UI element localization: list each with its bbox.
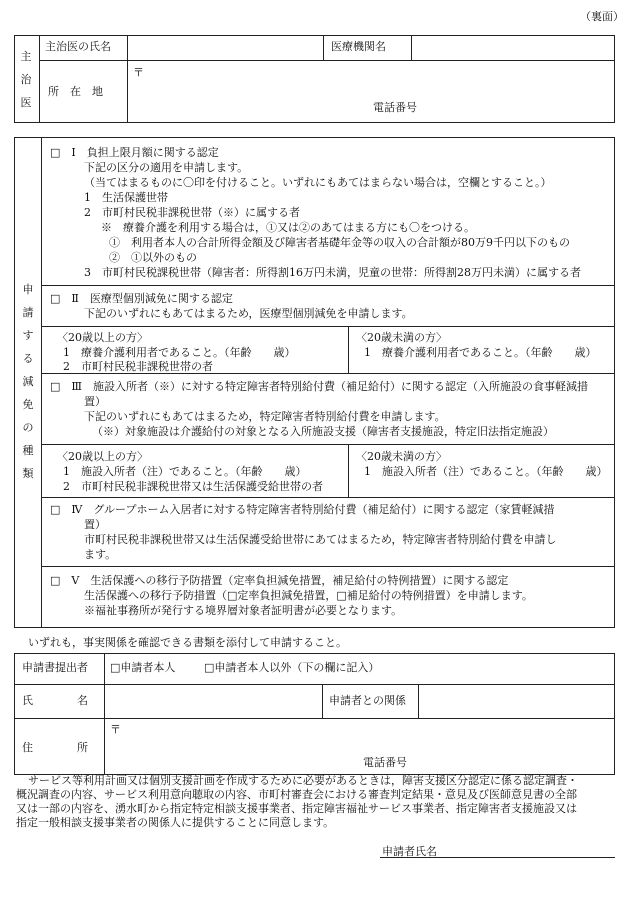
type-I-instruction: （当てはまるものに〇印を付けること。いずれにもあてはまらない場合は，空欄とすること。） bbox=[84, 176, 552, 189]
consent-line-2: 概況調査の内容、サービス利用意向聴取の内容、市町村審査会における審査判定結果・意見及び医師意見書の全部 bbox=[16, 788, 577, 801]
type-II-under20-head: 〈20歳未満の方〉 bbox=[356, 331, 447, 344]
type-II-desc: 下記のいずれにもあてはまるため，医療型個別減免を申請します。 bbox=[84, 307, 413, 320]
signature-line[interactable] bbox=[380, 857, 615, 858]
doctor-name-field[interactable] bbox=[128, 36, 322, 59]
type-I-option-2[interactable]: ② ①以外のもの bbox=[109, 251, 197, 264]
relation-label: 申請者との関係 bbox=[329, 694, 406, 707]
institution-label: 医療機関名 bbox=[331, 40, 386, 53]
type-I-desc: 下記の区分の適用を申請します。 bbox=[84, 161, 249, 174]
type-II-under20-item-1: 1 療養介護利用者であること。（年齢 歳） bbox=[364, 346, 597, 359]
consent-line-3: 又は一部の内容を、湧水町から指定特定相談支援事業者、指定障害福祉サービス事業者、指定障害者支援施設又は bbox=[16, 802, 577, 815]
doctor-side-label: 主治医 bbox=[20, 50, 32, 109]
type-III-title[interactable]: □ Ⅲ 施設入所者（※）に対する特定障害者特別給付費（補足給付）に関する認定（入所施設の食事軽減措 bbox=[50, 380, 588, 393]
type-IV-desc-cont: ます。 bbox=[84, 548, 117, 561]
consent-line-4: 指定一般相談支援事業者の関係人に提供することに同意します。 bbox=[16, 816, 335, 829]
applicant-name-label: 氏 名 bbox=[22, 694, 88, 707]
consent-line-1: サービス等利用計画又は個別支援計画を作成するために必要があるときは，障害支援区分認定に係る認定調査・ bbox=[28, 774, 578, 787]
type-II-title[interactable]: □ Ⅱ 医療型個別減免に関する認定 bbox=[50, 292, 233, 305]
type-III-under20-item-1: 1 施設入所者（注）であること。（年齢 歳） bbox=[364, 465, 608, 478]
submitter-label: 申請書提出者 bbox=[22, 661, 88, 674]
applicant-postal-mark: 〒 bbox=[110, 723, 121, 736]
submitter-self-checkbox[interactable]: □申請者本人 bbox=[110, 661, 176, 674]
type-V-title[interactable]: □ Ⅴ 生活保護への移行予防措置（定率負担減免措置，補足給付の特例措置）に関する認定 bbox=[50, 574, 509, 587]
types-side-label: 申請する減免の種類 bbox=[22, 283, 34, 480]
applicant-address-label: 住 所 bbox=[22, 741, 88, 754]
type-II-over20-item-1: 1 療養介護利用者であること。（年齢 歳） bbox=[63, 346, 296, 359]
type-II-over20-item-2: 2 市町村民税非課税世帯の者 bbox=[63, 360, 213, 373]
type-III-title-cont: 置） bbox=[84, 395, 106, 408]
doctor-address-field[interactable] bbox=[128, 61, 614, 122]
institution-field[interactable] bbox=[412, 36, 614, 59]
type-I-item-3[interactable]: 3 市町村民税課税世帯（障害者：所得割16万円未満，児童の世帯：所得割28万円未満）に属する者 bbox=[84, 266, 581, 279]
type-V-note: ※福祉事務所が発行する境界層対象者証明書が必要となります。 bbox=[84, 604, 403, 617]
doctor-name-label: 主治医の氏名 bbox=[45, 40, 111, 53]
type-IV-title-cont: 置） bbox=[84, 518, 106, 531]
type-III-over20-item-1: 1 施設入所者（注）であること。（年齢 歳） bbox=[63, 465, 307, 478]
relation-field[interactable] bbox=[419, 685, 614, 717]
type-I-option-1[interactable]: ① 利用者本人の合計所得金額及び障害者基礎年金等の収入の合計額が80万9千円以下のもの bbox=[109, 236, 570, 249]
type-I-note: ※ 療養介護を利用する場合は，①又は②のあてはまる方にも〇をつける。 bbox=[101, 221, 475, 234]
doctor-phone-label: 電話番号 bbox=[373, 101, 417, 114]
type-III-over20-head: 〈20歳以上の方〉 bbox=[57, 450, 148, 463]
type-I-title[interactable]: □ Ⅰ 負担上限月額に関する認定 bbox=[50, 146, 219, 159]
type-I-item-1[interactable]: 1 生活保護世帯 bbox=[84, 191, 168, 204]
doctor-address-label: 所 在 地 bbox=[48, 85, 103, 98]
type-III-under20-head: 〈20歳未満の方〉 bbox=[356, 450, 447, 463]
type-V-desc: 生活保護への移行予防措置（□定率負担減免措置，□補足給付の特例措置）を申請します。 bbox=[84, 589, 533, 602]
type-IV-title[interactable]: □ Ⅳ グループホーム入居者に対する特定障害者特別給付費（補足給付）に関する認定（家賃軽減措 bbox=[50, 503, 555, 516]
type-III-desc: 下記のいずれにもあてはまるため，特定障害者特別給付費を申請します。 bbox=[84, 410, 446, 423]
applicant-address-field[interactable] bbox=[105, 719, 614, 774]
type-III-note: （※）対象施設は介護給付の対象となる入所施設支援（障害者支援施設，特定旧法指定施設） bbox=[92, 425, 554, 438]
applicant-phone-label: 電話番号 bbox=[363, 756, 407, 769]
postal-mark: 〒 bbox=[133, 66, 144, 79]
page-side-label: （裏面） bbox=[580, 10, 624, 23]
type-III-over20-item-2: 2 市町村民税非課税世帯又は生活保護受給世帯の者 bbox=[63, 480, 323, 493]
signature-label: 申請者氏名 bbox=[382, 845, 437, 858]
submitter-other-checkbox[interactable]: □申請者本人以外（下の欄に記入） bbox=[204, 661, 380, 674]
applicant-name-field[interactable] bbox=[105, 685, 321, 717]
attach-note: いずれも，事実関係を確認できる書類を添付して申請すること。 bbox=[28, 636, 347, 649]
type-II-over20-head: 〈20歳以上の方〉 bbox=[57, 331, 148, 344]
type-I-item-2[interactable]: 2 市町村民税非課税世帯（※）に属する者 bbox=[84, 206, 300, 219]
type-IV-desc: 市町村民税非課税世帯又は生活保護受給世帯にあてはまるため，特定障害者特別給付費を申請し bbox=[84, 533, 557, 546]
